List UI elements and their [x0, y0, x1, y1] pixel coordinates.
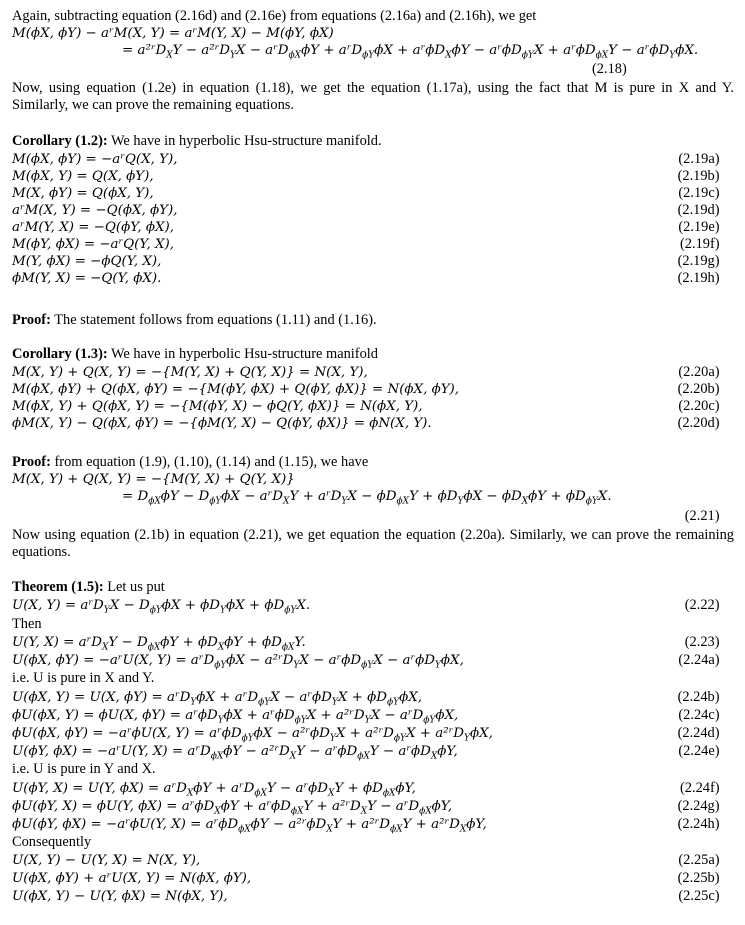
equation-tag: (2.19b) [677, 168, 720, 184]
equation-2-19h: ϕM(Y, X) = −Q(Y, ϕX). [12, 271, 162, 286]
corollary-1-2-label: Corollary (1.2): [12, 133, 108, 149]
theorem-label: Theorem (1.5): [12, 579, 104, 595]
equation-tag: (2.20c) [678, 398, 720, 414]
equation-2-25c: U(ϕX, Y) − U(Y, ϕX) = N(ϕX, Y), [12, 889, 228, 904]
intro-text: Again, subtracting equation (2.16d) and (2.16e) from equations (2.16a) and (2.16h), we get [12, 8, 537, 24]
theorem-1-5-heading [12, 579, 165, 596]
equation-tag: (2.19h) [677, 270, 720, 286]
paragraph-2: Now using equation (2.1b) in equation (2.21), we get equation the equation (2.20a). Similarly, we can prove the remaining equations. [12, 527, 734, 560]
equation-2-19e: aʳM(Y, X) = −Q(ϕY, ϕX), [12, 220, 174, 235]
equation-tag: (2.19d) [677, 202, 720, 218]
equation-tag: (2.25b) [677, 870, 720, 886]
corollary-1-3-text: We have in hyperbolic Hsu-structure manifold [107, 346, 378, 362]
proof-2 [12, 454, 368, 471]
equation-2-20a: M(X, Y) + Q(X, Y) = −{M(Y, X) + Q(Y, X)} = N(X, Y), [12, 365, 368, 380]
equation-2-23: U(Y, X) = aʳD$_X$Y − $D_{\phi X}\phi Y + \phi D_X\phi Y + \phi D_{\phi X}Y$. [12, 635, 306, 653]
equation-2-19g: M(Y, ϕX) = −ϕQ(Y, X), [12, 254, 162, 269]
equation-2-24e: U(ϕY, ϕX) = −aʳU(Y, X) = aʳD$_{\phi X}$ϕY − a²ʳD$_X$Y − aʳϕD$_{\phi X}$Y − aʳϕD$_X$ϕY, [12, 744, 458, 762]
equation-tag: (2.23) [684, 634, 720, 650]
equation-2-19c: M(X, ϕY) = Q(ϕX, Y), [12, 186, 154, 201]
proof-label: Proof: [12, 312, 51, 328]
equation-tag: (2.24b) [677, 689, 720, 705]
consequently-text: Consequently [12, 834, 92, 850]
equation-2-25b: U(ϕX, ϕY) + aʳU(X, Y) = N(ϕX, ϕY), [12, 871, 252, 886]
equation-tag: (2.25c) [678, 888, 720, 904]
equation-2-24b: U(ϕX, Y) = U(X, ϕY) = aʳD$_Y$ϕX + aʳD$_{\phi Y}$X − aʳϕD$_Y$X + $\phi D_{\phi Y}\phi X$, [12, 690, 422, 708]
proof-1 [12, 312, 377, 329]
theorem-text: Let us put [103, 579, 165, 595]
equation-tag: (2.24d) [677, 725, 720, 741]
equation-2-24g: ϕU(ϕY, X) = ϕU(Y, ϕX) = aʳϕD$_X$ϕY + aʳϕD$_{\phi X}$Y + a²ʳD$_X$Y − aʳD$_{\phi X}$ϕY, [12, 799, 453, 817]
equation-tag: (2.24a) [678, 652, 720, 668]
equation-tag: (2.24f) [679, 780, 720, 796]
equation-2-20d: ϕM(X, Y) − Q(ϕX, ϕY) = −{ϕM(Y, X) − Q(ϕY, ϕX)} = ϕN(X, Y). [12, 416, 432, 431]
equation-2-19f: M(ϕY, ϕX) = −aʳQ(Y, X), [12, 237, 174, 252]
corollary-1-3-label: Corollary (1.3): [12, 346, 108, 362]
equation-tag: (2.19c) [678, 185, 720, 201]
equation-tag: (2.25a) [678, 852, 720, 868]
equation-2-18-line1: M(ϕX, ϕY) − aʳM(X, Y) = aʳM(Y, X) − M(ϕY, ϕX) [12, 26, 334, 41]
paragraph-1: Now, using equation (1.2e) in equation (1.18), we get the equation (1.17a), using the fact that M is pure in X and Y. Similarly, we can prove the remaining equations. [12, 80, 734, 113]
equation-tag: (2.19e) [678, 219, 720, 235]
equation-2-21-line2: = $D_{\phi X}\phi Y - D_{\phi Y}\phi X$ − aʳD$_X$Y + aʳD$_Y$X − $\phi D_{\phi X}Y + \phi D_Y\phi X - \phi D_X\phi Y + \phi D_{\phi Y}X$. [122, 489, 612, 507]
equation-2-19a: M(ϕX, ϕY) = −aʳQ(X, Y), [12, 152, 178, 167]
equation-tag: (2.24h) [677, 816, 720, 832]
equation-2-20b: M(ϕX, ϕY) + Q(ϕX, ϕY) = −{M(ϕY, ϕX) + Q(ϕY, ϕX)} = N(ϕX, ϕY), [12, 382, 460, 397]
equation-tag-2-18: (2.18) [592, 61, 627, 77]
equation-tag: (2.20b) [677, 381, 720, 397]
equation-tag: (2.19f) [679, 236, 720, 252]
proof-text: The statement follows from equations (1.11) and (1.16). [50, 312, 377, 328]
equation-2-20c: M(ϕX, Y) + Q(ϕX, Y) = −{M(ϕY, X) − ϕQ(Y, ϕX)} = N(ϕX, Y), [12, 399, 423, 414]
equation-2-21-line1: M(X, Y) + Q(X, Y) = −{M(Y, X) + Q(Y, X)} [12, 472, 295, 487]
equation-tag: (2.24e) [678, 743, 720, 759]
equation-2-19d: aʳM(X, Y) = −Q(ϕX, ϕY), [12, 203, 178, 218]
equation-2-24a: U(ϕX, ϕY) = −aʳU(X, Y) = aʳD$_{\phi Y}$ϕX − a²ʳD$_Y$X − aʳϕD$_{\phi Y}$X − aʳϕD$_Y$ϕX, [12, 653, 464, 671]
proof-label: Proof: [12, 454, 51, 470]
equation-tag: (2.20a) [678, 364, 720, 380]
proof-text: from equation (1.9), (1.10), (1.14) and (1.15), we have [50, 454, 369, 470]
equation-2-24h: ϕU(ϕY, ϕX) = −aʳϕU(Y, X) = aʳϕD$_{\phi X}$ϕY − a²ʳϕD$_X$Y + a²ʳD$_{\phi X}$Y + a²ʳD$_X$ϕY, [12, 817, 487, 835]
equation-tag: (2.24c) [678, 707, 720, 723]
equation-2-25a: U(X, Y) − U(Y, X) = N(X, Y), [12, 853, 201, 868]
equation-2-18-line2: = a²ʳD$_X$Y − a²ʳD$_Y$X − aʳD$_{\phi X}$ϕY + aʳD$_{\phi Y}$ϕX + aʳϕD$_X$ϕY − aʳϕD$_{\phi Y}$X + aʳϕD$_{\phi X}$Y − aʳϕD$_Y$ϕX. [122, 43, 699, 61]
corollary-1-2-text: We have in hyperbolic Hsu-structure manifold. [107, 133, 382, 149]
equation-2-22: U(X, Y) = aʳD$_Y$X − $D_{\phi Y}\phi X + \phi D_Y\phi X + \phi D_{\phi Y}X$. [12, 598, 311, 616]
equation-tag: (2.24g) [677, 798, 720, 814]
equation-2-24f: U(ϕY, X) = U(Y, ϕX) = aʳD$_X$ϕY + aʳD$_{\phi X}$Y − aʳϕD$_X$Y + $\phi D_{\phi X}\phi Y$, [12, 781, 416, 799]
equation-tag: (2.19a) [678, 151, 720, 167]
equation-tag-2-21: (2.21) [684, 508, 720, 524]
equation-2-24d: ϕU(ϕX, ϕY) = −aʳϕU(X, Y) = aʳϕD$_{\phi Y}$ϕX − a²ʳϕD$_Y$X + a²ʳD$_{\phi Y}$X + a²ʳD$_Y$ϕX, [12, 726, 493, 744]
ie-text-2: i.e. U is pure in Y and X. [12, 761, 156, 777]
equation-2-24c: ϕU(ϕX, Y) = ϕU(X, ϕY) = aʳϕD$_Y$ϕX + aʳϕD$_{\phi Y}$X + a²ʳD$_Y$X − aʳD$_{\phi Y}$ϕX, [12, 708, 459, 726]
equation-tag: (2.19g) [677, 253, 720, 269]
ie-text-1: i.e. U is pure in X and Y. [12, 670, 155, 686]
equation-tag: (2.22) [684, 597, 720, 613]
corollary-1-3-heading [12, 346, 378, 363]
equation-tag: (2.20d) [677, 415, 720, 431]
corollary-1-2-heading [12, 133, 382, 150]
then-text: Then [12, 616, 42, 632]
equation-2-19b: M(ϕX, Y) = Q(X, ϕY), [12, 169, 154, 184]
